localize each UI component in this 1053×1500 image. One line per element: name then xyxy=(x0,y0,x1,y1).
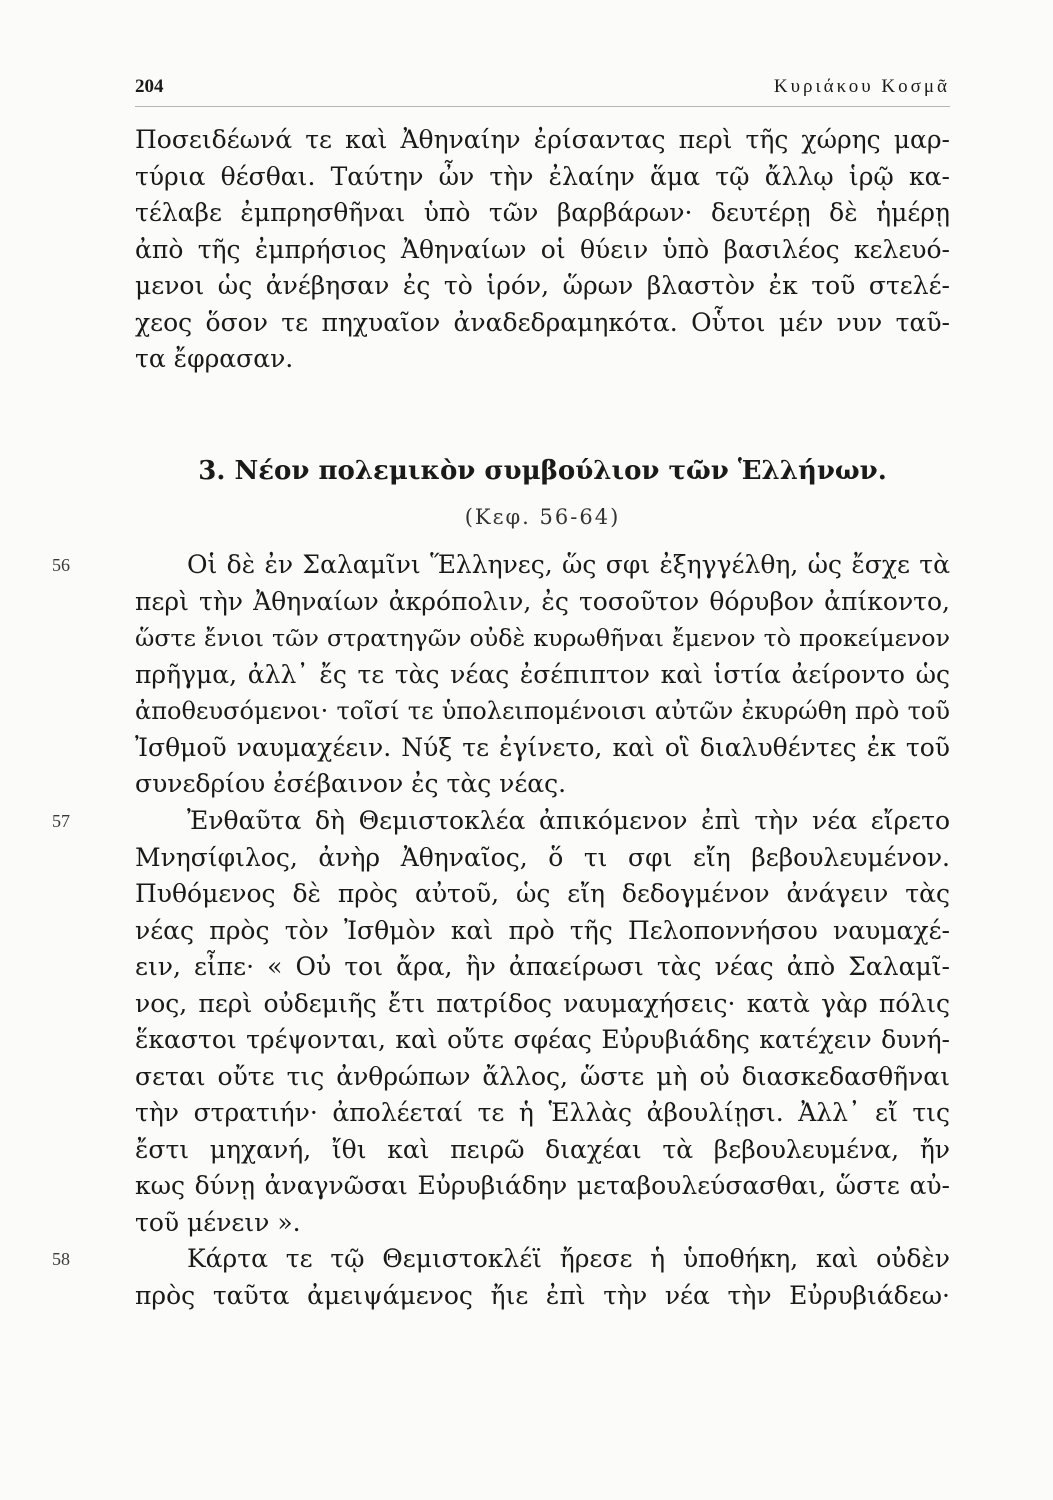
text-line: Μνησίφιλος, ἀνὴρ Ἀθηναῖος, ὅ τι σφι εἴη βεβουλευμένον. xyxy=(135,842,950,872)
text-line: τέλαβε ἐμπρησθῆναι ὑπὸ τῶν βαρβάρων· δευτέρῃ δὲ ἡμέρῃ xyxy=(135,198,950,227)
text-line: τα ἔφρασαν. xyxy=(135,344,294,373)
text-line: τύρια θέσθαι. Ταύτην ὦν τὴν ἐλαίην ἅμα τῷ ἄλλῳ ἱρῷ κα- xyxy=(135,161,950,191)
text-line: περὶ τὴν Ἀθηναίων ἀκρόπολιν, ἐς τοσοῦτον θόρυβον ἀπίκοντο, xyxy=(135,586,950,616)
text-line: Ἰσθμοῦ ναυμαχέειν. Νύξ τε ἐγίνετο, καὶ οἳ διαλυθέντες ἐκ τοῦ xyxy=(135,732,950,762)
section-heading: 3. Νέον πολεμικὸν συμβούλιον τῶν Ἑλλήνων. xyxy=(198,456,887,486)
text-line: χεος ὅσον τε πηχυαῖον ἀναδεδραμηκότα. Οὗτοι μέν νυν ταῦ- xyxy=(135,307,950,337)
text-line: συνεδρίου ἐσέβαινον ἐς τὰς νέας. xyxy=(135,769,567,798)
text-line: τοῦ μένειν ». xyxy=(135,1207,301,1237)
text-line: τὴν στρατιήν· ἀπολέεταί τε ἡ Ἑλλὰς ἀβουλίῃσι. Ἀλλ᾽ εἴ τις xyxy=(135,1098,950,1127)
paragraph-56 xyxy=(52,547,950,803)
text-line: Πυθόμενος δὲ πρὸς αὐτοῦ, ὡς εἴη δεδογμένον ἀνάγειν τὰς xyxy=(135,879,950,908)
running-head: Κυριάκου Κοσμᾶ xyxy=(773,76,950,97)
chapter-reference: (Κεφ. 56-64) xyxy=(464,505,621,529)
page-number: 204 xyxy=(135,76,164,97)
text-line: νος, περὶ οὐδεμιῆς ἔτι πατρίδος ναυμαχήσεις· κατὰ γὰρ πόλις xyxy=(135,988,950,1018)
chapter-marker: 56 xyxy=(52,555,70,575)
chapter-marker: 57 xyxy=(52,811,70,831)
text-line: νέας πρὸς τὸν Ἰσθμὸν καὶ πρὸ τῆς Πελοποννήσου ναυμαχέ- xyxy=(135,915,950,945)
text-line: πρὸς ταῦτα ἀμειψάμενος ἤιε ἐπὶ τὴν νέα τὴν Εὐρυβιάδεω· xyxy=(135,1280,950,1310)
text-line: ἔστι μηχανή, ἴθι καὶ πειρῶ διαχέαι τὰ βεβουλευμένα, ἤν xyxy=(135,1134,950,1164)
text-line: ὥστε ἔνιοι τῶν στρατηγῶν οὐδὲ κυρωθῆναι ἔμενον τὸ προκείμενον xyxy=(135,624,950,652)
page-header xyxy=(135,72,950,107)
text-line: ειν, εἶπε· « Οὐ τοι ἄρα, ἢν ἀπαείρωσι τὰς νέας ἀπὸ Σαλαμῖ- xyxy=(135,952,950,981)
intro-paragraph xyxy=(135,122,950,378)
chapter-marker: 58 xyxy=(52,1249,70,1269)
paragraph-57 xyxy=(52,803,950,1241)
text-line: πρῆγμα, ἀλλ᾽ ἔς τε τὰς νέας ἐσέπιπτον καὶ ἱστία ἀείροντο ὡς xyxy=(135,659,950,689)
text-line: μενοι ὡς ἀνέβησαν ἐς τὸ ἱρόν, ὥρων βλαστὸν ἐκ τοῦ στελέ- xyxy=(135,271,950,300)
text-line: Οἱ δὲ ἐν Σαλαμῖνι Ἕλληνες, ὥς σφι ἐξηγγέλθη, ὡς ἔσχε τὰ xyxy=(187,550,950,579)
text-line: σεται οὔτε τις ἀνθρώπων ἄλλος, ὥστε μὴ οὐ διασκεδασθῆναι xyxy=(135,1061,950,1091)
text-line: Ποσειδέωνά τε καὶ Ἀθηναίην ἐρίσαντας περὶ τῆς χώρης μαρ- xyxy=(135,125,950,154)
text-line: Ἐνθαῦτα δὴ Θεμιστοκλέα ἀπικόμενον ἐπὶ τὴν νέα εἴρετο xyxy=(187,806,950,835)
text-line: ἕκαστοι τρέψονται, καὶ οὔτε σφέας Εὐρυβιάδης κατέχειν δυνή- xyxy=(135,1025,950,1054)
text-line: κως δύνῃ ἀναγνῶσαι Εὐρυβιάδην μεταβουλεύσασθαι, ὥστε αὐ- xyxy=(135,1171,950,1200)
text-line: ἀπὸ τῆς ἐμπρήσιος Ἀθηναίων οἱ θύειν ὑπὸ βασιλέος κελευό- xyxy=(135,234,950,264)
text-line: ἀποθευσόμενοι· τοῖσί τε ὑπολειπομένοισι αὐτῶν ἐκυρώθη πρὸ τοῦ xyxy=(135,697,950,725)
paragraph-58 xyxy=(52,1241,950,1314)
text-line: Κάρτα τε τῷ Θεμιστοκλέϊ ἤρεσε ἡ ὑποθήκη, καὶ οὐδὲν xyxy=(187,1244,950,1273)
